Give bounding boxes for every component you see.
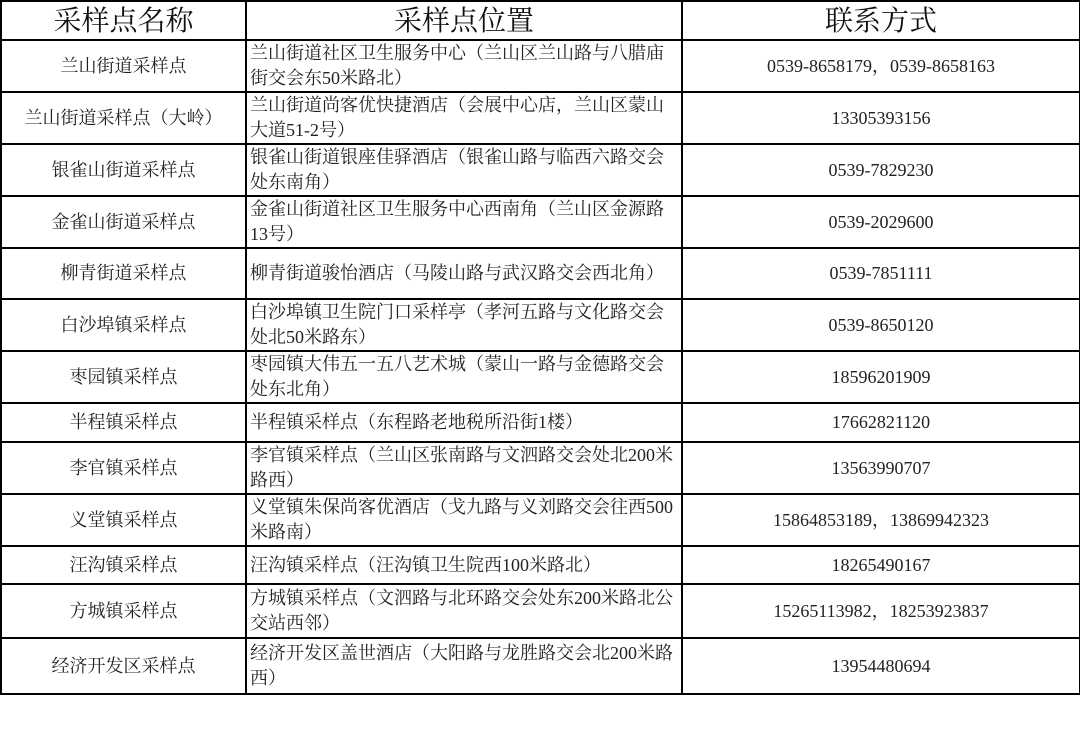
sampling-point-name: 经济开发区采样点 [1,638,246,694]
sampling-point-address: 白沙埠镇卫生院门口采样亭（孝河五路与文化路交会处北50米路东） [246,299,682,351]
contact-phone: 0539-7829230 [682,144,1080,196]
contact-phone: 17662821120 [682,403,1080,442]
sampling-point-address: 兰山街道尚客优快捷酒店（会展中心店，兰山区蒙山大道51-2号） [246,92,682,144]
header-name: 采样点名称 [1,1,246,40]
contact-phone: 18265490167 [682,546,1080,584]
sampling-point-name: 兰山街道采样点（大岭） [1,92,246,144]
sampling-point-address: 经济开发区盖世酒店（大阳路与龙胜路交会北200米路西） [246,638,682,694]
table-row [1,40,1080,92]
contact-phone: 0539-2029600 [682,196,1080,248]
contact-phone: 18596201909 [682,351,1080,403]
table-row [1,92,1080,144]
sampling-point-address: 金雀山街道社区卫生服务中心西南角（兰山区金源路13号） [246,196,682,248]
table-row [1,494,1080,546]
contact-phone: 0539-8658179，0539-8658163 [682,40,1080,92]
sampling-point-address: 半程镇采样点（东程路老地税所沿街1楼） [246,403,682,442]
header-row [1,1,1080,40]
table-row [1,144,1080,196]
sampling-point-address: 方城镇采样点（文泗路与北环路交会处东200米路北公交站西邻） [246,584,682,638]
contact-phone: 0539-7851111 [682,248,1080,299]
sampling-point-name: 柳青街道采样点 [1,248,246,299]
sampling-point-name: 兰山街道采样点 [1,40,246,92]
contact-phone: 13563990707 [682,442,1080,494]
sampling-point-address: 义堂镇朱保尚客优酒店（戈九路与义刘路交会往西500米路南） [246,494,682,546]
sampling-point-name: 半程镇采样点 [1,403,246,442]
sampling-point-address: 银雀山街道银座佳驿酒店（银雀山路与临西六路交会处东南角） [246,144,682,196]
sampling-point-name: 白沙埠镇采样点 [1,299,246,351]
contact-phone: 13305393156 [682,92,1080,144]
sampling-point-address: 汪沟镇采样点（汪沟镇卫生院西100米路北） [246,546,682,584]
table-row [1,638,1080,694]
sampling-point-name: 义堂镇采样点 [1,494,246,546]
sampling-point-name: 方城镇采样点 [1,584,246,638]
contact-phone: 15864853189，13869942323 [682,494,1080,546]
sampling-point-address: 兰山街道社区卫生服务中心（兰山区兰山路与八腊庙街交会东50米路北） [246,40,682,92]
table-row [1,248,1080,299]
table-row [1,299,1080,351]
header-address: 采样点位置 [246,1,682,40]
sampling-point-address: 柳青街道骏怡酒店（马陵山路与武汉路交会西北角） [246,248,682,299]
sampling-point-name: 银雀山街道采样点 [1,144,246,196]
sampling-point-name: 李官镇采样点 [1,442,246,494]
contact-phone: 15265113982，18253923837 [682,584,1080,638]
table-row [1,351,1080,403]
sampling-point-address: 李官镇采样点（兰山区张南路与文泗路交会处北200米路西） [246,442,682,494]
table-row [1,584,1080,638]
header-contact: 联系方式 [682,1,1080,40]
contact-phone: 13954480694 [682,638,1080,694]
table-row [1,196,1080,248]
contact-phone: 0539-8650120 [682,299,1080,351]
sampling-point-address: 枣园镇大伟五一五八艺术城（蒙山一路与金德路交会处东北角） [246,351,682,403]
sampling-point-name: 汪沟镇采样点 [1,546,246,584]
sampling-point-name: 金雀山街道采样点 [1,196,246,248]
table-row [1,442,1080,494]
table-row [1,403,1080,442]
sampling-point-name: 枣园镇采样点 [1,351,246,403]
table-row [1,546,1080,584]
